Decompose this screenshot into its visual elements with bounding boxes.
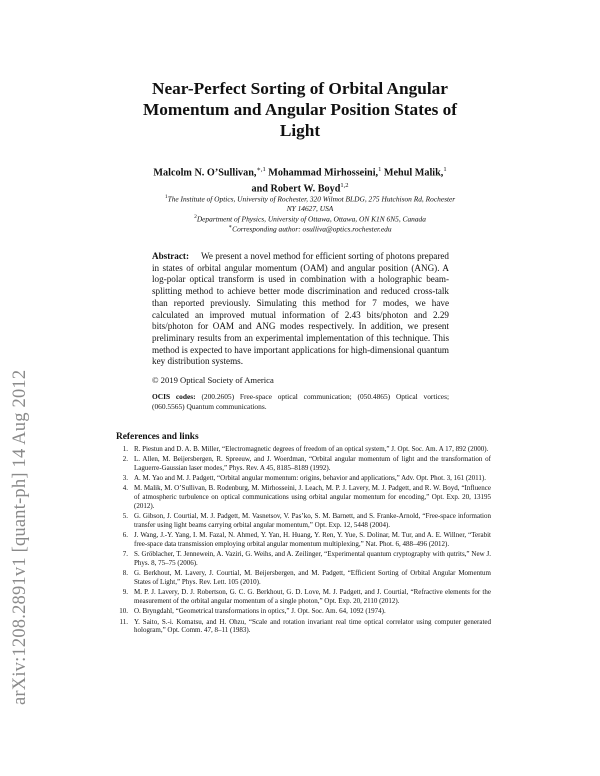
author-affiliation-mark: 1 [443,166,447,173]
affiliation-mark: 1 [164,194,168,200]
author-affiliation-mark: 1,2 [340,182,349,190]
reference-text: Y. Saito, S.-i. Komatsu, and H. Ohzu, “Scale and rotation invariant real time optical correlator using computer generated hologram,” Opt. Comm. 47, 8–11 (1983). [134,617,491,635]
reference-list [116,445,491,637]
reference-item [116,455,491,473]
reference-item [116,569,491,587]
affiliation-text: Department of Physics, University of Ottawa, Ottawa, ON K1N 6N5, Canada [196,214,426,224]
reference-item [116,531,491,549]
reference-number: 1. [122,445,128,453]
corresponding-author [160,223,460,234]
ocis-label: OCIS codes: [152,392,196,401]
reference-text: R. Piestun and D. A. B. Miller, “Electromagnetic degrees of freedom of an optical system,” J. Opt. Soc. Am. A 17, 892 (2000). [134,445,489,453]
affiliation-text: The Institute of Optics, University of Rochester, 320 Wilmot BLDG, 275 Hutchison Rd, Rochester NY 14627, USA [167,194,456,213]
paper-title: Near-Perfect Sorting of Orbital Angular Momentum and Angular Position States of Light [142,79,458,140]
references-heading: References and links [116,432,199,442]
abstract-text: We present a novel method for efficient sorting of photons prepared in states of orbital angular momentum (OAM) and angular position (ANG). A log-polar optical transform is used in combination with a holographic beam-splitting method to achieve better mode discrimination and reduced cross-talk than reported previously. Simulating this method for 7 modes, we have calculated an improved mutual information of 2.43 bits/photon and 2.29 bits/photon for OAM and ANG modes respectively. In addition, we present preliminary results from an experimental implementation of this technique. This method is expected to have important applications for high-dimensional quantum key distribution systems. [152,251,449,367]
reference-number: 11. [119,617,128,626]
author-name: Mehul Malik, [383,167,444,179]
reference-text: M. Malik, M. O’Sullivan, B. Rodenburg, M. Mirhosseini, J. Leach, M. P. J. Lavery, M. J. Padgett, and R. W. Boyd, “Influence of atmospheric turbulence on optical communications using orbital angular momentum for encoding,” Opt. Exp. 20, 13195 (2012). [134,484,491,511]
reference-item [116,607,491,616]
reference-text: S. Gröblacher, T. Jennewein, A. Vaziri, G. Weihs, and A. Zeilinger, “Experimental quantum cryptography with qutrits,” New J. Phys. 8, 75–75 (2006). [134,550,491,568]
affiliation-mark: ∗ [228,224,233,230]
reference-number: 3. [122,474,128,483]
arxiv-identifier-stamp: arXiv:1208.2891v1 [quant-ph] 14 Aug 2012 [10,369,30,705]
reference-number: 4. [122,484,128,493]
affiliation-1 [160,193,460,213]
reference-item [116,550,491,568]
reference-number: 2. [122,455,128,464]
author-name: Malcolm N. O’Sullivan, [153,167,257,179]
reference-text: G. Berkhout, M. Lavery, J. Courtial, M. Beijersbergen, and M. Padgett, “Efficient Sorting of Orbital Angular Momentum States of Light,” Phys. Rev. Lett. 105 (2010). [134,569,491,587]
copyright-notice: © 2019 Optical Society of America [152,375,274,385]
reference-text: A. M. Yao and M. J. Padgett, “Orbital angular momentum: origins, behavior and applications,” Adv. Opt. Phot. 3, 161 (2011). [134,474,486,483]
affiliation-mark: 2 [194,214,197,220]
abstract [152,251,449,368]
reference-item [116,588,491,606]
reference-number: 5. [122,512,128,521]
ocis-text: (200.2605) Free-space optical communication; (050.4865) Optical vortices; (060.5565) Quantum communications. [152,392,449,411]
author-affiliation-mark: ∗,1 [256,166,266,173]
corresponding-email[interactable]: Corresponding author: osulliva@optics.rochester.edu [232,224,392,234]
reference-text: J. Wang, J.-Y. Yang, I. M. Fazal, N. Ahmed, Y. Yan, H. Huang, Y. Ren, Y. Yue, S. Dolinar, M. Tur, and A. E. Willner, “Terabit free-space data transmission employing orbital angular momentum multiplexing,” Nat. Phot. 6, 488–496 (2012). [134,531,491,549]
reference-text: O. Bryngdahl, “Geometrical transformations in optics,” J. Opt. Soc. Am. 64, 1092 (1974). [134,607,386,616]
author-name: Mohammad Mirhosseini, [268,167,379,179]
reference-number: 9. [122,588,128,597]
author-name: and Robert W. Boyd [251,183,341,195]
reference-item [116,445,491,454]
reference-number: 6. [122,531,128,540]
reference-number: 8. [122,569,128,578]
ocis-codes [152,392,449,411]
reference-item [116,618,491,636]
reference-text: M. P. J. Lavery, D. J. Robertson, G. C. G. Berkhout, G. D. Love, M. J. Padgett, and J. Courtial, “Refractive elements for the measurement of the orbital angular momentum of a single photon,” Opt. Exp. 20, 2110 (2012). [134,588,491,606]
reference-text: L. Allen, M. Beijersbergen, R. Spreeuw, and J. Woerdman, “Orbital angular momentum of light and the transformation of Laguerre-Gaussian laser modes,” Phys. Rev. A 45, 8185–8189 (1992). [134,455,491,473]
reference-text: G. Gibson, J. Courtial, M. J. Padgett, M. Vasnetsov, V. Pas’ko, S. M. Barnett, and S. Franke-Arnold, “Free-space information transfer using light beams carrying orbital angular momentum,” Opt. Exp. 12, 5448 (2004). [134,512,491,530]
reference-item [116,512,491,530]
reference-number: 10. [119,607,128,616]
reference-item [116,484,491,511]
abstract-label: Abstract: [152,251,189,261]
reference-item [116,474,491,483]
reference-number: 7. [122,550,128,559]
author-list [130,163,470,196]
author-affiliation-mark: 1 [378,166,382,173]
